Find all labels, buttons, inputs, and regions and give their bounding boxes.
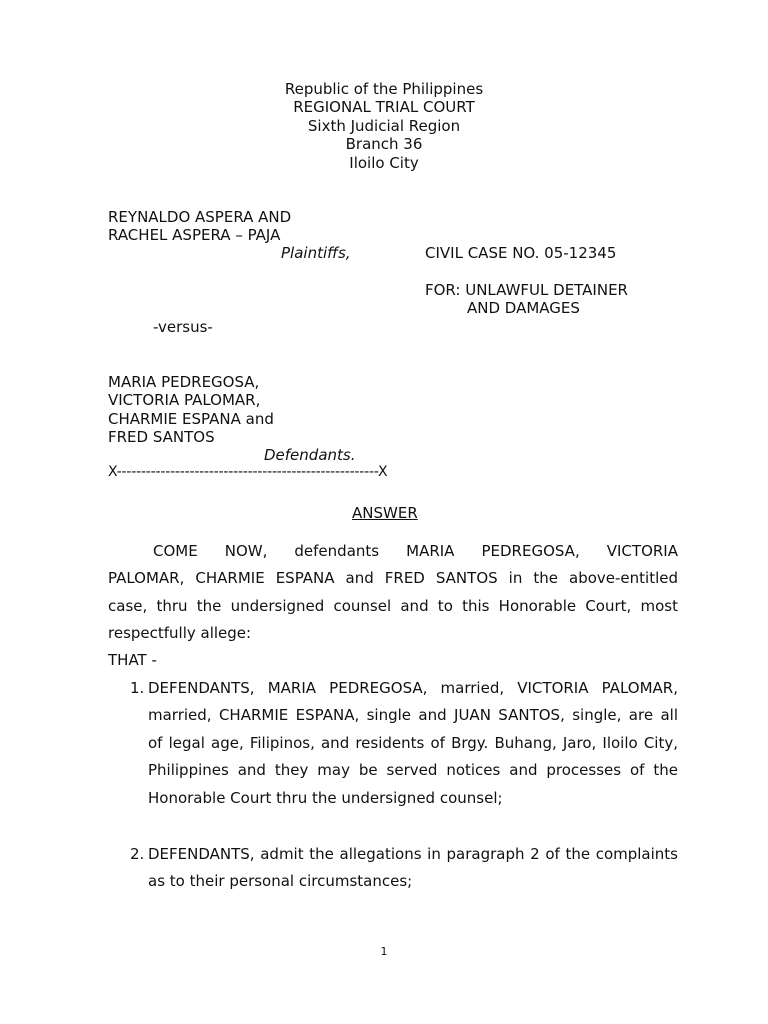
defendants-role: Defendants. xyxy=(264,446,356,464)
case-number: CIVIL CASE NO. 05-12345 xyxy=(425,244,617,262)
intro-line-3: case, thru the undersigned counsel and to this Honorable Court, most xyxy=(108,597,678,615)
caption-separator: X------------------------------------------------------X xyxy=(108,464,388,480)
versus-label: -versus- xyxy=(153,318,213,336)
item-1-line-4: Philippines and they may be served notices and processes of the xyxy=(148,761,678,779)
plaintiff-name-2: RACHEL ASPERA – PAJA xyxy=(108,226,281,244)
header-republic: Republic of the Philippines xyxy=(284,80,484,98)
that-label: THAT - xyxy=(108,651,157,669)
item-2-number: 2. xyxy=(130,845,145,863)
item-2-line-1: DEFENDANTS, admit the allegations in paragraph 2 of the complaints xyxy=(148,845,678,863)
item-2-line-2: as to their personal circumstances; xyxy=(148,872,413,890)
intro-line-2: PALOMAR, CHARMIE ESPANA and FRED SANTOS in the above-entitled xyxy=(108,569,678,587)
intro-line-4: respectfully allege: xyxy=(108,624,252,642)
item-1-line-5: Honorable Court thru the undersigned counsel; xyxy=(148,789,503,807)
defendant-name-3: CHARMIE ESPANA and xyxy=(108,410,274,428)
header-region: Sixth Judicial Region xyxy=(307,117,461,135)
header-branch: Branch 36 xyxy=(345,135,423,153)
case-nature-line-2: AND DAMAGES xyxy=(467,299,580,317)
case-for-block xyxy=(425,281,628,299)
header-court: REGIONAL TRIAL COURT xyxy=(293,98,475,116)
header-city: Iloilo City xyxy=(349,154,419,172)
defendant-name-1: MARIA PEDREGOSA, xyxy=(108,373,260,391)
plaintiffs-role: Plaintiffs, xyxy=(281,244,351,262)
item-1-line-2: married, CHARMIE ESPANA, single and JUAN SANTOS, single, are all xyxy=(148,706,678,724)
page-number: 1 xyxy=(380,945,388,958)
item-1-number: 1. xyxy=(130,679,145,697)
defendant-name-4: FRED SANTOS xyxy=(108,428,215,446)
item-1-line-1: DEFENDANTS, MARIA PEDREGOSA, married, VICTORIA PALOMAR, xyxy=(148,679,678,697)
defendant-name-2: VICTORIA PALOMAR, xyxy=(108,391,261,409)
item-1-line-3: of legal age, Filipinos, and residents of Brgy. Buhang, Jaro, Iloilo City, xyxy=(148,734,678,752)
intro-line-1: COME NOW, defendants MARIA PEDREGOSA, VICTORIA xyxy=(153,542,678,560)
case-nature-line-1: UNLAWFUL DETAINER xyxy=(465,281,628,299)
plaintiff-name-1: REYNALDO ASPERA AND xyxy=(108,208,292,226)
document-title: ANSWER xyxy=(352,504,418,522)
case-for-label: FOR: xyxy=(425,281,461,299)
